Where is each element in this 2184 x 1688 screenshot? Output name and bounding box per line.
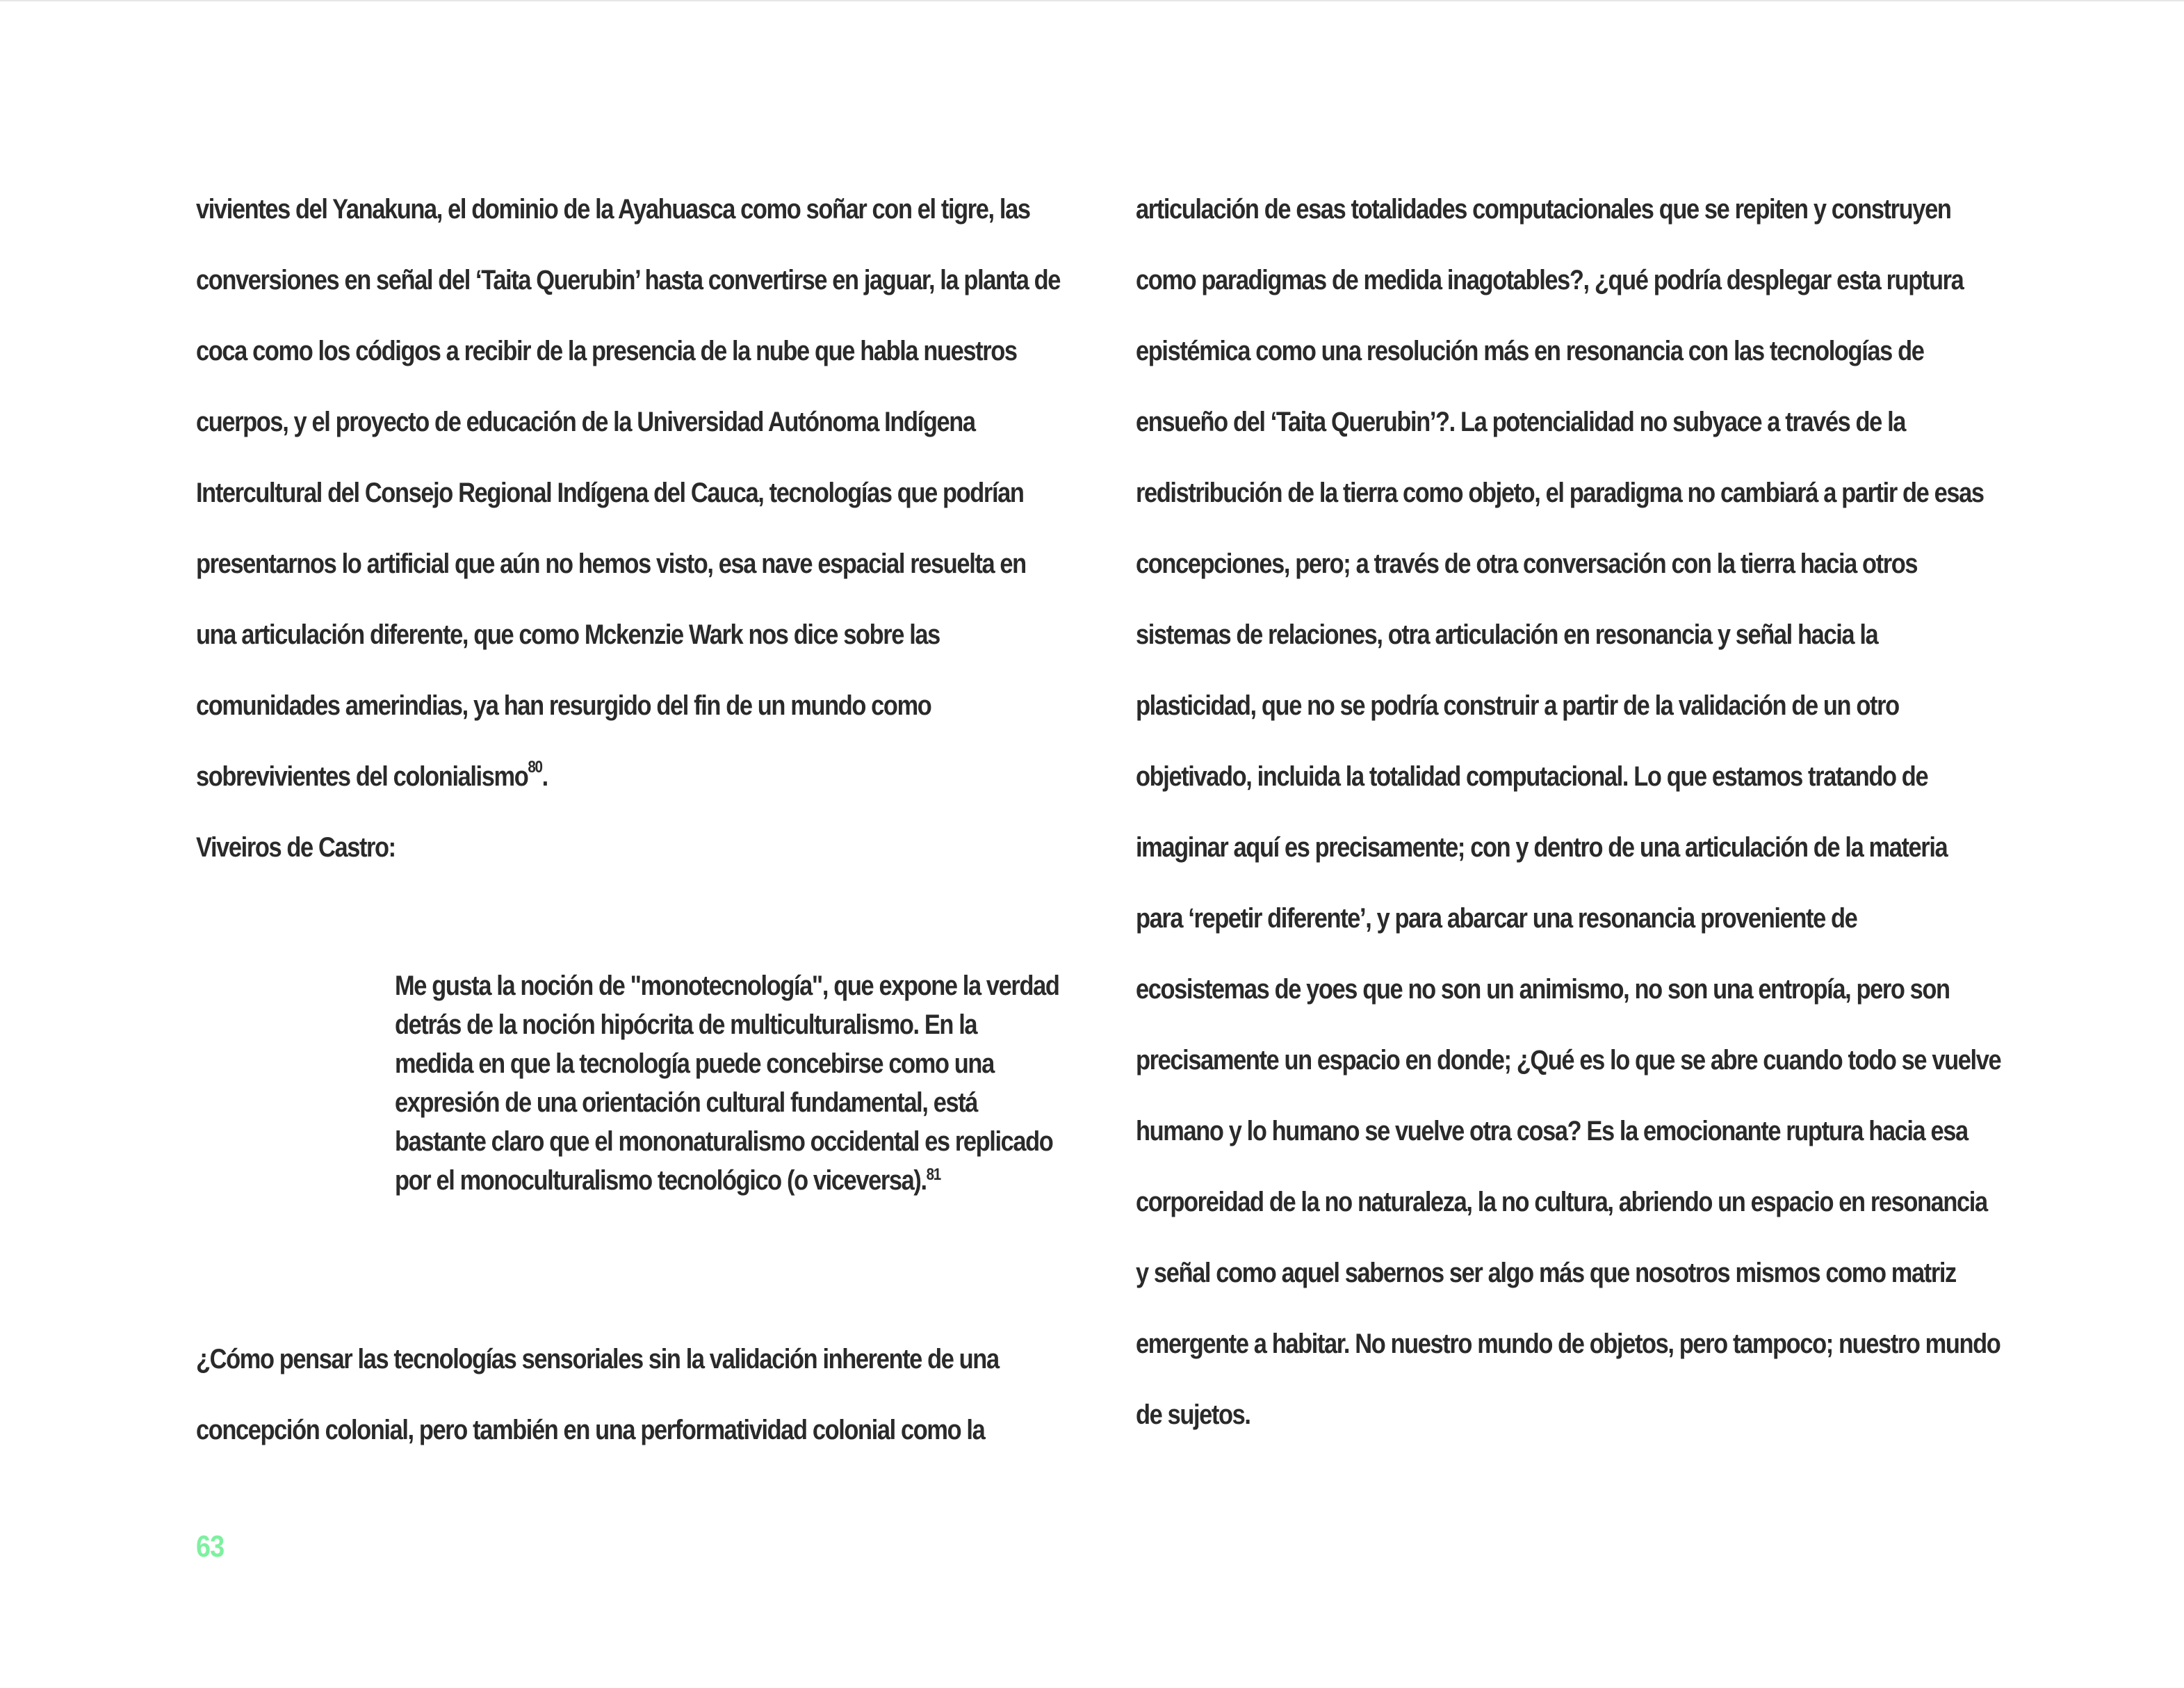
footnote-ref-80[interactable]: 80 — [528, 758, 542, 777]
block-quote — [395, 966, 1090, 1200]
right-line-14: humano y lo humano se vuelve otra cosa? Es la emocionante ruptura hacia esa — [1136, 1116, 1968, 1146]
left-line-3: coca como los códigos a recibir de la presencia de la nube que habla nuestros — [196, 336, 1017, 366]
bottom-left-line-2: concepción colonial, pero también en una performatividad colonial como la — [196, 1415, 985, 1445]
right-line-4: ensueño del ‘Taita Querubin’?. La potencialidad no subyace a través de la — [1136, 407, 1906, 437]
right-line-13: precisamente un espacio en donde; ¿Qué es lo que se abre cuando todo se vuelve — [1136, 1045, 2001, 1076]
left-line-9-text: sobrevivientes del colonialismo — [196, 761, 528, 792]
left-line-6: presentarnos lo artificial que aún no hemos visto, esa nave espacial resuelta en — [196, 549, 1026, 579]
right-line-9: objetivado, incluida la totalidad computacional. Lo que estamos tratando de — [1136, 761, 1928, 792]
quote-line-1: Me gusta la noción de "monotecnología", que expone la verdad — [395, 971, 1059, 1001]
right-line-10: imaginar aquí es precisamente; con y dentro de una articulación de la materia — [1136, 832, 1948, 863]
right-line-17: emergente a habitar. No nuestro mundo de objetos, pero tampoco; nuestro mundo — [1136, 1329, 2000, 1359]
quote-line-6 — [395, 1161, 993, 1200]
left-line-8: comunidades amerindias, ya han resurgido del fin de un mundo como — [196, 690, 931, 721]
right-line-3: epistémica como una resolución más en resonancia con las tecnologías de — [1136, 336, 1924, 366]
quote-line-4: expresión de una orientación cultural fundamental, está — [395, 1087, 978, 1118]
left-line-1: vivientes del Yanakuna, el dominio de la Ayahuasca como soñar con el tigre, las — [196, 194, 1030, 225]
right-line-15: corporeidad de la no naturaleza, la no cultura, abriendo un espacio en resonancia — [1136, 1187, 1987, 1217]
left-line-2: conversiones en señal del ‘Taita Querubin’ hasta convertirse en jaguar, la planta de — [196, 265, 1061, 295]
left-line-5: Intercultural del Consejo Regional Indígena del Cauca, tecnologías que podrían — [196, 478, 1024, 508]
right-line-12: ecosistemas de yoes que no son un animismo, no son una entropía, pero son — [1136, 974, 1950, 1005]
footnote-ref-81[interactable]: 81 — [926, 1165, 940, 1184]
left-line-9 — [196, 754, 950, 825]
right-line-1: articulación de esas totalidades computacionales que se repiten y construyen — [1136, 194, 1951, 225]
right-line-11: para ‘repetir diferente’, y para abarcar una resonancia proveniente de — [1136, 903, 1857, 934]
right-line-2: como paradigmas de medida inagotables?, ¿qué podría desplegar esta ruptura — [1136, 265, 1964, 295]
right-line-8: plasticidad, que no se podría construir a partir de la validación de un otro — [1136, 690, 1899, 721]
page-number: 63 — [196, 1529, 225, 1564]
bottom-left-paragraph — [196, 1336, 1072, 1478]
right-line-6: concepciones, pero; a través de otra conversación con la tierra hacia otros — [1136, 549, 1918, 579]
right-column — [1136, 186, 2032, 1463]
right-line-5: redistribución de la tierra como objeto, el paradigma no cambiará a partir de esas — [1136, 478, 1984, 508]
right-line-18: de sujetos. — [1136, 1399, 1250, 1430]
left-line-7: una articulación diferente, que como Mckenzie Wark nos dice sobre las — [196, 619, 940, 650]
quote-line-2: detrás de la noción hipócrita de multiculturalismo. En la — [395, 1009, 977, 1040]
quote-line-3: medida en que la tecnología puede concebirse como una — [395, 1048, 994, 1079]
left-line-4: cuerpos, y el proyecto de educación de la Universidad Autónoma Indígena — [196, 407, 975, 437]
quote-line-6-text: por el monoculturalismo tecnológico (o viceversa). — [395, 1165, 927, 1196]
top-rule — [0, 0, 2184, 1]
bottom-left-line-1: ¿Cómo pensar las tecnologías sensoriales sin la validación inherente de una — [196, 1344, 999, 1374]
quote-line-5: bastante claro que el mononaturalismo occidental es replicado — [395, 1126, 1053, 1157]
left-column — [196, 186, 1072, 895]
right-line-16: y señal como aquel sabernos ser algo más que nosotros mismos como matriz — [1136, 1258, 1956, 1288]
quote-attribution: Viveiros de Castro: — [196, 832, 396, 863]
left-line-9-end: . — [541, 761, 548, 792]
right-line-7: sistemas de relaciones, otra articulación en resonancia y señal hacia la — [1136, 619, 1878, 650]
